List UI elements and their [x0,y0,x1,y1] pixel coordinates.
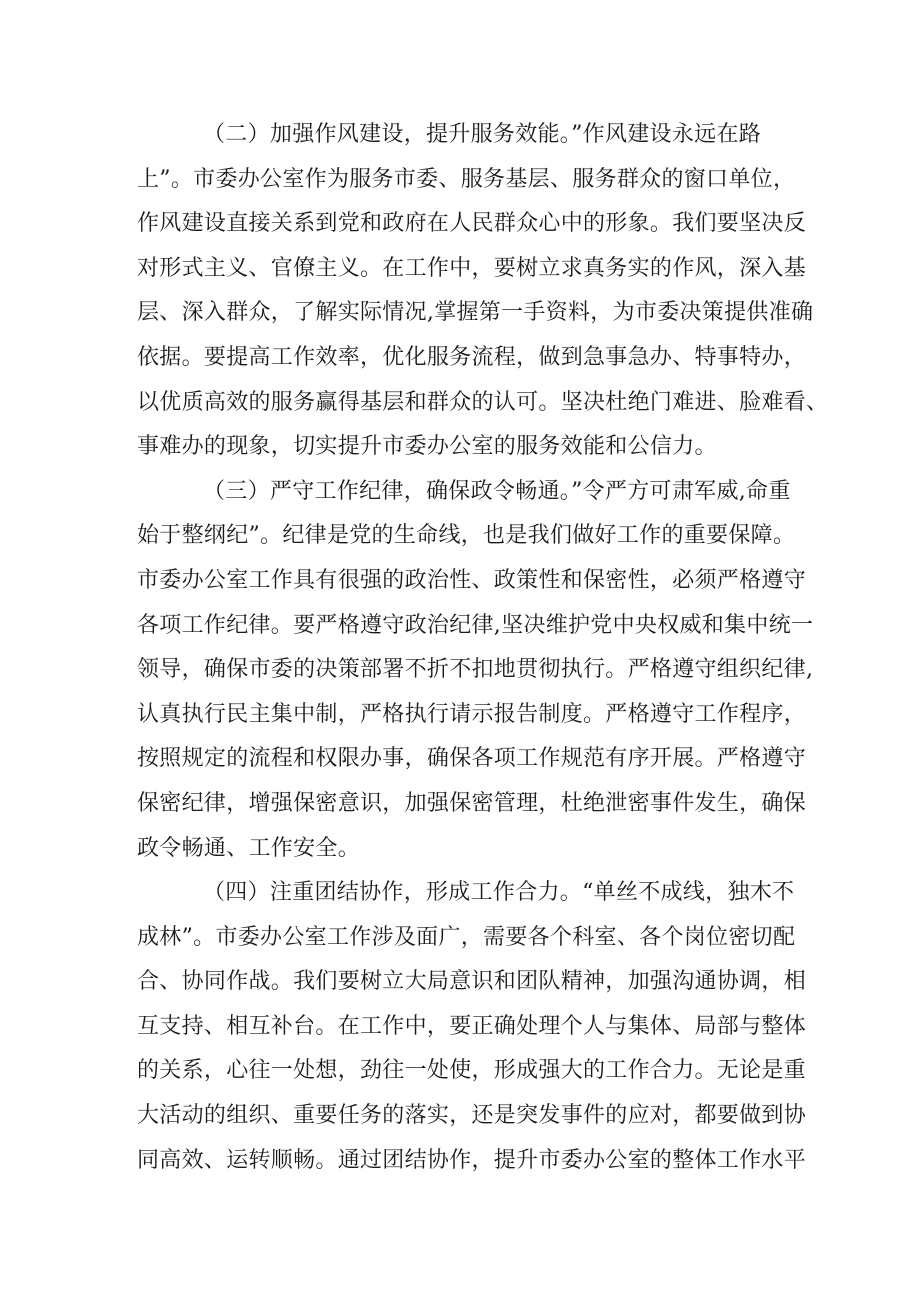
paragraph-line: 依据。要提高工作效率，优化服务流程，做到急事急办、特事特办， [137,344,807,370]
paragraph-line: 同高效、运转顺畅。通过团结协作，提升市委办公室的整体工作水平 [137,1147,807,1173]
paragraph-line: 事难办的现象，切实提升市委办公室的服务效能和公信力。 [137,434,717,460]
paragraph-line: 大活动的组织、重要任务的落实，还是突发事件的应对，都要做到协 [137,1103,807,1129]
paragraph-line: 按照规定的流程和权限办事，确保各项工作规范有序开展。严格遵守 [137,746,807,772]
paragraph-line: 政令畅通、工作安全。 [137,835,361,861]
paragraph-line: 市委办公室工作具有很强的政治性、政策性和保密性，必须严格遵守 [137,567,807,593]
paragraph-line: 层、深入群众，了解实际情况,掌握第一手资料，为市委决策提供准确 [137,300,814,326]
paragraph-line: 合、协同作战。我们要树立大局意识和团队精神，加强沟通协调，相 [137,969,807,995]
paragraph-line: （四）注重团结协作，形成工作合力。“单丝不成线，独木不 [203,880,795,906]
paragraph-line: （三）严守工作纪律，确保政令畅通。”令严方可肃军威,命重 [203,478,791,504]
paragraph-line: 保密纪律，增强保密意识，加强保密管理，杜绝泄密事件发生，确保 [137,790,807,816]
paragraph-line: 对形式主义、官僚主义。在工作中，要树立求真务实的作风，深入基 [137,255,807,281]
paragraph-line: （二）加强作风建设，提升服务效能。”作风建设永远在路 [203,122,762,147]
paragraph-line: 领导，确保市委的决策部署不折不扣地贯彻执行。严格遵守组织纪律, [137,657,814,683]
paragraph-line: 作风建设直接关系到党和政府在人民群众心中的形象。我们要坚决反 [137,211,807,237]
paragraph-section-3 [137,470,814,871]
paragraph-line: 以优质高效的服务赢得基层和群众的认可。坚决杜绝门难进、脸难看、 [137,389,829,415]
paragraph-line: 上”。市委办公室作为服务市委、服务基层、服务群众的窗口单位， [137,166,796,192]
paragraph-line: 始于整纲纪”。纪律是党的生命线，也是我们做好工作的重要保障。 [137,523,796,549]
paragraph-line: 成林”。市委办公室工作涉及面广，需要各个科室、各个岗位密切配 [137,924,796,950]
paragraph-line: 认真执行民主集中制，严格执行请示报告制度。严格遵守工作程序， [137,701,807,727]
paragraph-line: 的关系，心往一处想，劲往一处使，形成强大的工作合力。无论是重 [137,1058,807,1084]
paragraph-line: 各项工作纪律。要严格遵守政治纪律,坚决维护党中央权威和集中统一 [137,612,814,638]
document-body [137,113,829,1183]
paragraph-section-4 [137,871,807,1183]
paragraph-section-2 [137,113,829,470]
paragraph-line: 互支持、相互补台。在工作中，要正确处理个人与集体、局部与整体 [137,1013,807,1039]
